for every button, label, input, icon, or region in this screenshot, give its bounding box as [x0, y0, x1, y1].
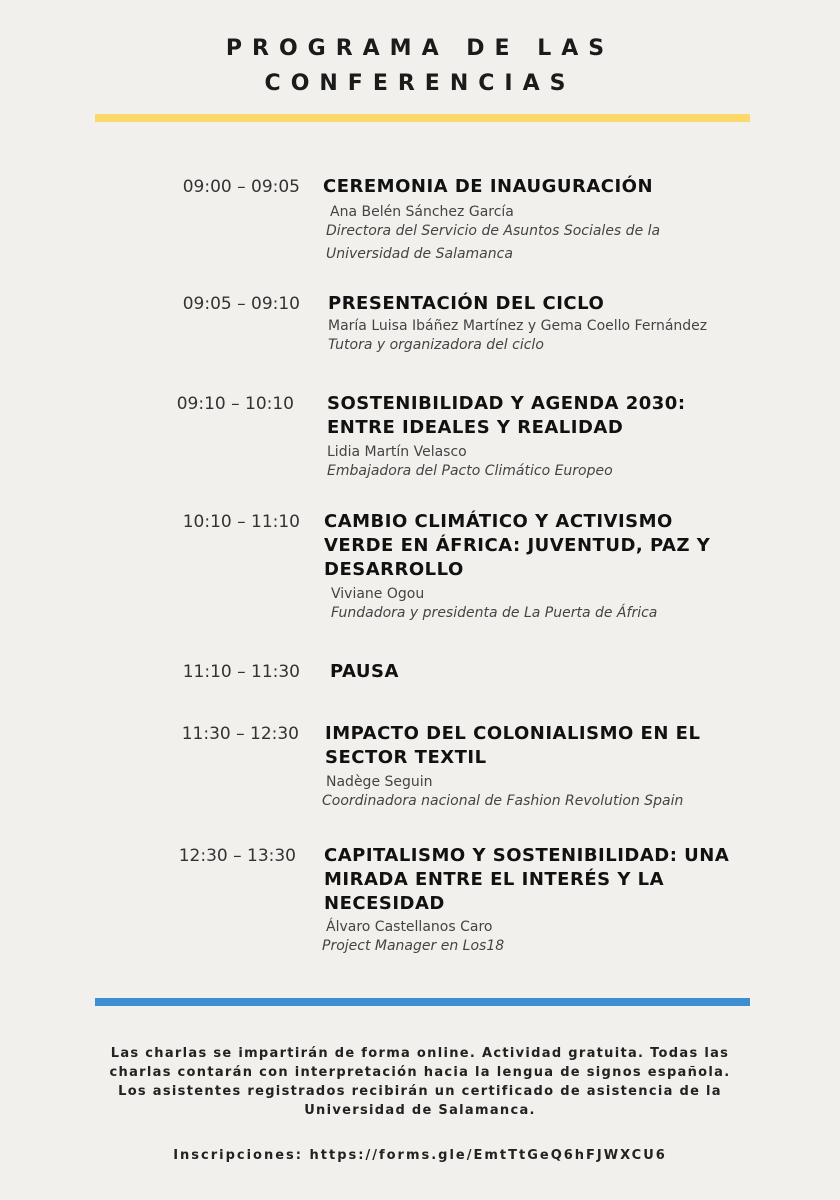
page-title-line-1: PROGRAMA DE LAS	[225, 36, 615, 61]
schedule-speaker: Álvaro Castellanos Caro	[326, 919, 493, 935]
schedule-time: 09:10 – 10:10	[176, 394, 294, 414]
schedule-time: 09:00 – 09:05	[182, 177, 300, 197]
schedule-role: Coordinadora nacional de Fashion Revolution Spain	[322, 793, 684, 809]
schedule-speaker: Ana Belén Sánchez García	[330, 204, 514, 220]
schedule-speaker: Lidia Martín Velasco	[327, 444, 467, 460]
schedule-title: CEREMONIA DE INAUGURACIÓN	[323, 176, 654, 197]
registration-link[interactable]: Inscripciones: https://forms.gle/EmtTtGeQ6hFJWXCU6	[173, 1148, 667, 1163]
schedule-role: Project Manager en Los18	[322, 938, 505, 954]
schedule-title: IMPACTO DEL COLONIALISMO EN EL SECTOR TEXTIL	[325, 723, 701, 768]
footer-info: Las charlas se impartirán de forma online. Actividad gratuita. Todas las charlas contarán con interpretación hacia la lengua de signos española. Los asistentes registrados recibirán un certificado de asistencia de la Universidad de Salamanca.	[109, 1046, 731, 1118]
schedule-title: PAUSA	[330, 661, 399, 682]
schedule-speaker: Nadège Seguin	[326, 774, 433, 790]
schedule-time: 10:10 – 11:10	[182, 512, 300, 532]
schedule-title: CAPITALISMO Y SOSTENIBILIDAD: UNA MIRADA ENTRE EL INTERÉS Y LA NECESIDAD	[324, 845, 730, 914]
schedule-time: 09:05 – 09:10	[182, 294, 300, 314]
schedule-role: Fundadora y presidenta de La Puerta de África	[331, 605, 658, 621]
schedule-role: Embajadora del Pacto Climático Europeo	[327, 463, 613, 479]
page-title-line-2: CONFERENCIAS	[264, 71, 576, 96]
schedule-speaker: Viviane Ogou	[331, 586, 425, 602]
schedule-title: PRESENTACIÓN DEL CICLO	[328, 293, 605, 314]
bottom-divider	[95, 998, 750, 1006]
schedule-role: Directora del Servicio de Asuntos Sociales de la Universidad de Salamanca	[326, 223, 661, 262]
schedule-time: 11:10 – 11:30	[182, 662, 300, 682]
schedule-time: 12:30 – 13:30	[178, 846, 296, 866]
schedule-speaker: María Luisa Ibáñez Martínez y Gema Coello Fernández	[328, 318, 708, 334]
schedule-title: CAMBIO CLIMÁTICO Y ACTIVISMO VERDE EN ÁFRICA: JUVENTUD, PAZ Y DESARROLLO	[324, 511, 711, 580]
schedule-title: SOSTENIBILIDAD Y AGENDA 2030: ENTRE IDEALES Y REALIDAD	[327, 393, 686, 438]
schedule-time: 11:30 – 12:30	[181, 724, 299, 744]
schedule-role: Tutora y organizadora del ciclo	[328, 337, 544, 353]
top-divider	[95, 114, 750, 122]
